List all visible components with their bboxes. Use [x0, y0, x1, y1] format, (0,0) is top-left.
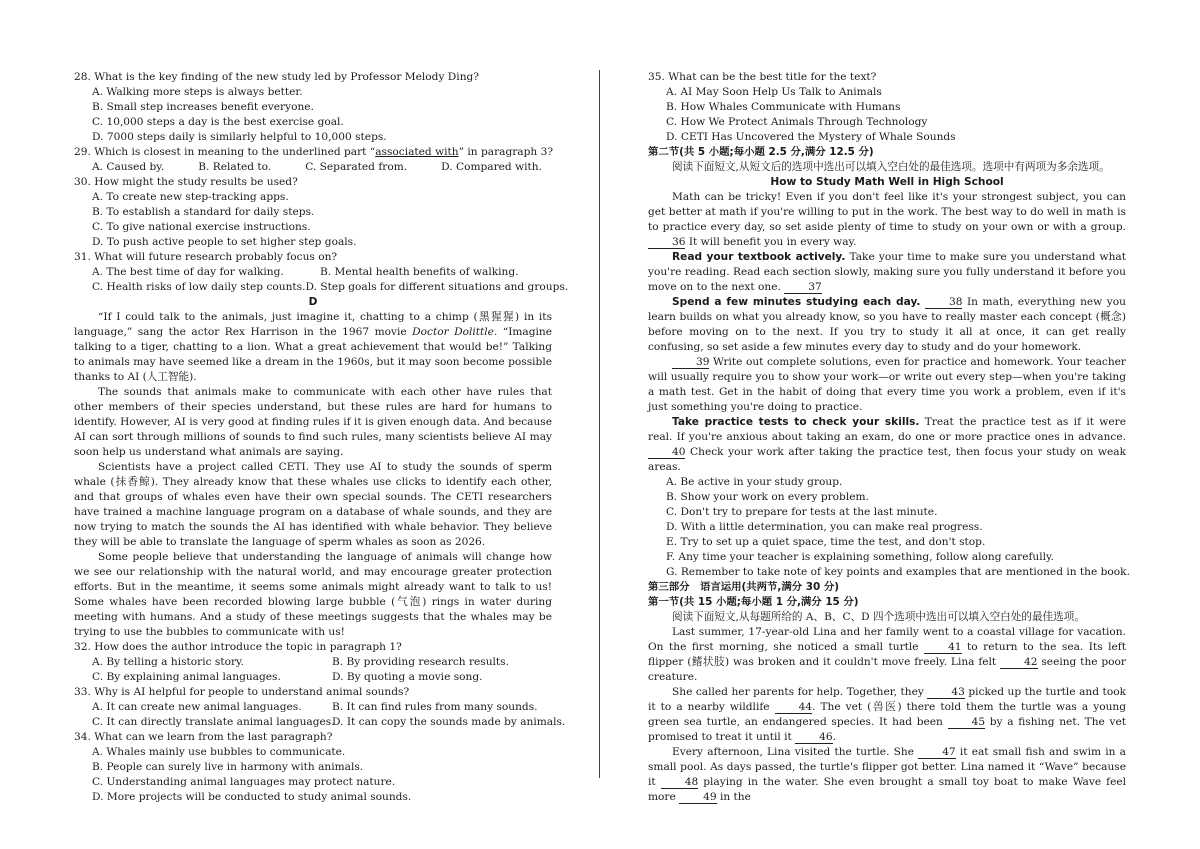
movie-title: Doctor Dolittle: [412, 326, 494, 338]
option: C. By explaining animal languages.: [92, 671, 281, 683]
section-2-instructions: 阅读下面短文,从短文后的选项中选出可以填入空白处的最佳选项。选项中有两项为多余选项。: [672, 161, 1110, 173]
question-33-options-row1: [92, 700, 552, 715]
option: D. CETI Has Uncovered the Mystery of Whale Sounds: [666, 131, 956, 143]
option: D. 7000 steps daily is similarly helpful to 10,000 steps.: [92, 131, 387, 143]
paragraph-text: in the: [716, 791, 751, 803]
option: A. The best time of day for walking.: [92, 266, 284, 278]
blank-48: 48: [661, 776, 698, 789]
math-paragraph-2: [648, 250, 1126, 295]
paragraph-text: It will benefit you in every way.: [685, 236, 857, 248]
right-column: [648, 70, 1130, 805]
blank-42: 42: [1000, 656, 1037, 669]
cloze-paragraph-2: [648, 685, 1126, 745]
paragraph-text: Math can be tricky! Even if you don't feel like it's your strongest subject, you can get better at math if you're willing to put in the work. The best way to do well in math is to practice every day, so set aside plenty of time to study on your own or with a group.: [648, 191, 1126, 233]
passage-paragraph-3: Scientists have a project called CETI. They use AI to study the sounds of sperm whale (抹香鲸). They already know that these whales use clicks to identify each other, and that groups of whales even have their own special sounds. The CETI researchers have trained a machine language program on a database of whale sounds, and they are now trying to match the sounds the AI has identified with whale behavior. They believe they will be able to translate the language of sperm whales as soon as 2026.: [74, 461, 552, 548]
blank-39: 39: [672, 356, 709, 369]
paragraph-text: picked up the turtle and took it to a nearby wildlife: [648, 686, 1126, 713]
cloze-paragraph-3: [648, 745, 1126, 805]
question-30: 30. How might the study results be used?: [74, 176, 298, 188]
option: A. Walking more steps is always better.: [92, 86, 303, 98]
question-34: 34. What can we learn from the last paragraph?: [74, 731, 333, 743]
paragraph-heading: Spend a few minutes studying each day.: [672, 296, 921, 308]
option: A. By telling a historic story.: [92, 656, 244, 668]
question-33: 33. Why is AI helpful for people to understand animal sounds?: [74, 686, 410, 698]
option: C. Understanding animal languages may protect nature.: [92, 776, 396, 788]
underlined-phrase: associated with: [375, 146, 459, 158]
math-paragraph-1: [648, 190, 1126, 250]
option: A. Caused by.: [92, 161, 165, 173]
question-32: 32. How does the author introduce the topic in paragraph 1?: [74, 641, 402, 653]
cloze-paragraph-1: [648, 625, 1126, 685]
option: D. By quoting a movie song.: [332, 671, 483, 683]
question-29: [74, 145, 552, 160]
column-divider: [599, 70, 600, 778]
blank-47: 47: [918, 746, 955, 759]
choice-option: G. Remember to take note of key points and examples that are mentioned in the book.: [666, 566, 1130, 578]
question-29-text-end: ” in paragraph 3?: [458, 146, 554, 158]
option: D. Compared with.: [441, 161, 542, 173]
paragraph-text: Treat the practice test as if it were real. If you're anxious about taking an exam, do one or more practice ones in advance.: [648, 416, 1126, 443]
option: D. Step goals for different situations and groups.: [305, 281, 569, 293]
option: B. By providing research results.: [332, 656, 509, 668]
section-2-heading: 第二节(共 5 小题;每小题 2.5 分,满分 12.5 分): [648, 146, 874, 158]
option: C. Health risks of low daily step counts.: [92, 281, 306, 293]
paragraph-text: Write out complete solutions, even for practice and homework. Your teacher will usually require you to show your work—or write out every step—when you're taking a math test. Get in the habit of doing that every time you work a problem, even if it's just something you're doing to practice.: [648, 356, 1126, 413]
paragraph-text: In math, everything new you learn builds on what you already know, so you have to really master each concept (概念) before moving on to the next. If you try to study it all at once, it can get really confusing, so set aside a few minutes every day to study and do your homework.: [648, 296, 1126, 353]
math-paragraph-5: [648, 415, 1126, 475]
paragraph-text: . “Imagine talking to a tiger, chatting to a lion. What a great achievement that would be!” Talking to animals may have seemed like a dream in the 1960s, but it may soon become possible thanks to AI (人工智能).: [74, 326, 552, 383]
option: B. It can find rules from many sounds.: [332, 701, 538, 713]
blank-38: 38: [925, 296, 962, 309]
paragraph-text: Take your time to make sure you understand what you're reading. Read each section slowly, making sure you fully understand it before you move on to the next one.: [648, 251, 1126, 293]
choice-option: A. Be active in your study group.: [666, 476, 843, 488]
choice-option: B. Show your work on every problem.: [666, 491, 869, 503]
question-32-options-row1: [92, 655, 552, 670]
question-31: 31. What will future research probably focus on?: [74, 251, 338, 263]
blank-43: 43: [927, 686, 964, 699]
option: C. 10,000 steps a day is the best exercise goal.: [92, 116, 344, 128]
blank-49: 49: [679, 791, 716, 804]
blank-40: 40: [648, 446, 685, 459]
option: A. Whales mainly use bubbles to communicate.: [92, 746, 346, 758]
option: C. How We Protect Animals Through Technology: [666, 116, 928, 128]
choice-option: F. Any time your teacher is explaining something, follow along carefully.: [666, 551, 1054, 563]
choice-option: D. With a little determination, you can make real progress.: [666, 521, 983, 533]
paragraph-heading: Take practice tests to check your skills.: [672, 416, 920, 428]
passage-title: How to Study Math Well in High School: [770, 176, 1004, 188]
paragraph-text: to return to the sea. Its left flipper (鳍状肢) was broken and it couldn't move freely. Lina felt: [648, 641, 1126, 668]
option: D. To push active people to set higher step goals.: [92, 236, 357, 248]
choice-option: C. Don't try to prepare for tests at the last minute.: [666, 506, 938, 518]
option: B. Related to.: [198, 161, 272, 173]
blank-41: 41: [924, 641, 961, 654]
option: A. To create new step-tracking apps.: [92, 191, 289, 203]
paragraph-text: it eat small fish and swim in a small pool. As days passed, the turtle's flipper got better. Lina named it “Wave” because it: [648, 746, 1126, 788]
question-31-options-row1: [92, 265, 552, 280]
passage-paragraph-2: The sounds that animals make to communicate with each other have rules that other members of their species understand, but these rules are hard for humans to identify. However, AI is very good at finding rules if it is given enough data. And because AI can sort through millions of sounds to find such rules, many scientists believe AI may soon help us understand what animals are saying.: [74, 386, 552, 458]
part-3-section-1-heading: 第一节(共 15 小题;每小题 1 分,满分 15 分): [648, 596, 859, 608]
left-column: [74, 70, 569, 805]
blank-36: 36: [648, 236, 685, 249]
passage-paragraph-1: [74, 310, 552, 385]
question-31-options-row2: [92, 280, 569, 295]
option: C. Separated from.: [305, 161, 408, 173]
question-33-options-row2: [92, 715, 566, 730]
paragraph-text: She called her parents for help. Together, they: [672, 686, 928, 698]
option: B. Small step increases benefit everyone.: [92, 101, 314, 113]
paragraph-text: playing in the water. She even brought a small toy boat to make Wave feel more: [648, 776, 1126, 803]
option: C. It can directly translate animal languages.: [92, 716, 335, 728]
option: D. More projects will be conducted to study animal sounds.: [92, 791, 412, 803]
question-29-options: [92, 160, 552, 175]
question-29-text: 29. Which is closest in meaning to the underlined part “: [74, 146, 376, 158]
math-paragraph-4: [648, 355, 1126, 415]
passage-letter: D: [308, 296, 318, 308]
paragraph-text: Check your work after taking the practice test, then focus your study on weak areas.: [648, 446, 1126, 473]
passage-paragraph-4: Some people believe that understanding the language of animals will change how we see our relationship with the natural world, and may encourage greater protection efforts. But in the meantime, it seems some animals might already want to talk to us! Some whales have been recorded blowing large bubble (气泡) rings in water during meeting with humans. And a study of these meetings suggests that the whales may be trying to use the bubbles to communicate with us!: [74, 551, 552, 638]
paragraph-text: by a fishing net. The vet promised to treat it until it: [648, 716, 1126, 743]
paragraph-text: Every afternoon, Lina visited the turtle. She: [672, 746, 919, 758]
option: C. To give national exercise instructions.: [92, 221, 311, 233]
blank-37: 37: [784, 281, 821, 294]
option: B. To establish a standard for daily steps.: [92, 206, 315, 218]
paragraph-text: “If I could talk to the animals, just imagine it, chatting to a chimp (黑猩猩) in its language,” sang the actor Rex Harrison in the 1967 movie: [74, 311, 552, 338]
option: D. It can copy the sounds made by animals.: [332, 716, 566, 728]
blank-46: 46: [795, 731, 832, 744]
option: B. People can surely live in harmony with animals.: [92, 761, 364, 773]
blank-44: 44: [775, 701, 812, 714]
option: B. Mental health benefits of walking.: [320, 266, 519, 278]
blank-45: 45: [948, 716, 985, 729]
paragraph-text: seeing the poor creature.: [648, 656, 1126, 683]
paragraph-heading: Read your textbook actively.: [672, 251, 846, 263]
option: A. It can create new animal languages.: [92, 701, 302, 713]
question-32-options-row2: [92, 670, 552, 685]
paragraph-text: . The vet (兽医) there told them the turtle was a young green sea turtle, an endangered species. It had been: [648, 701, 1127, 728]
option: B. How Whales Communicate with Humans: [666, 101, 901, 113]
question-35: 35. What can be the best title for the text?: [648, 71, 877, 83]
question-28: 28. What is the key finding of the new study led by Professor Melody Ding?: [74, 71, 479, 83]
part-3-heading: 第三部分 语言运用(共两节,满分 30 分): [648, 581, 839, 593]
paragraph-text: Last summer, 17-year-old Lina and her family went to a coastal village for vacation. On the first morning, she noticed a small turtle: [648, 626, 1126, 653]
option: A. AI May Soon Help Us Talk to Animals: [666, 86, 882, 98]
math-paragraph-3: [648, 295, 1126, 355]
part-3-instructions: 阅读下面短文,从每题所给的 A、B、C、D 四个选项中选出可以填入空白处的最佳选项。: [672, 611, 1085, 623]
choice-option: E. Try to set up a quiet space, time the test, and don't stop.: [666, 536, 986, 548]
paragraph-text: .: [832, 731, 836, 743]
